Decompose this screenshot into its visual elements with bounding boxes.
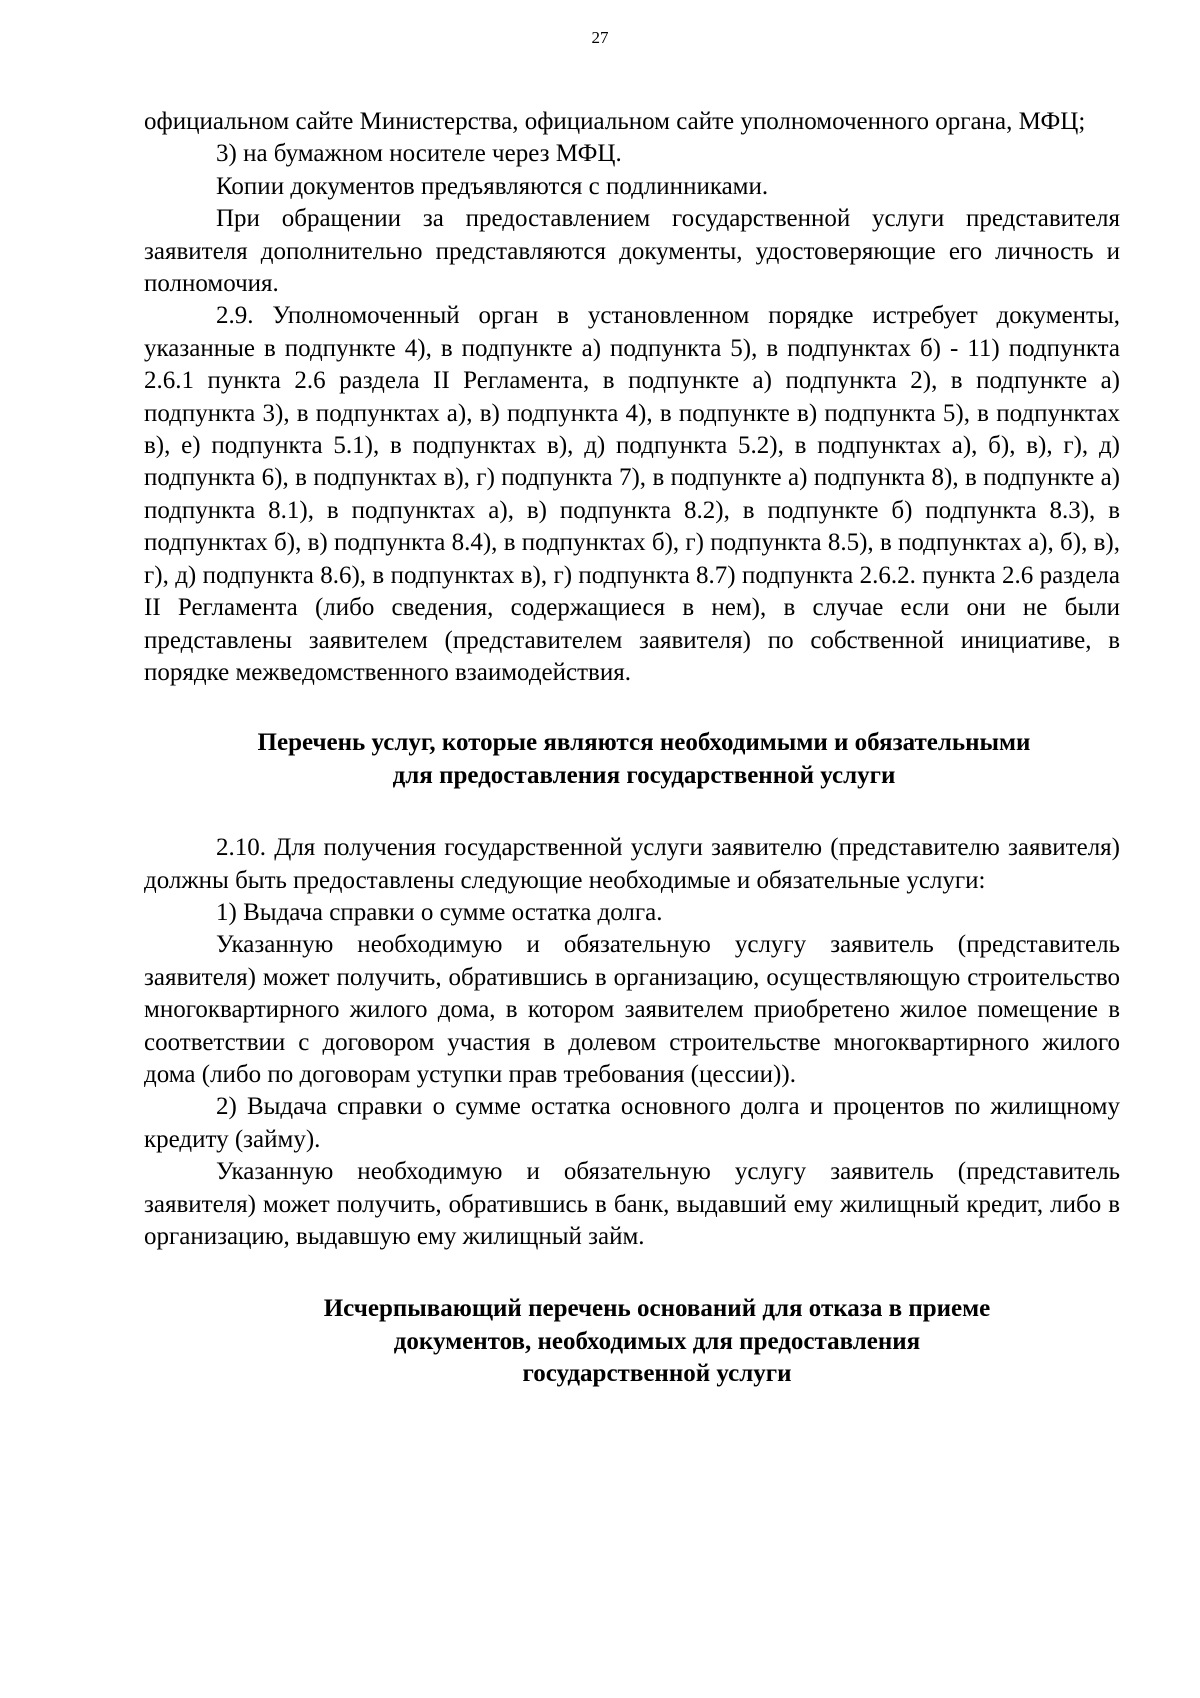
paragraph-item-1: 1) Выдача справки о сумме остатка долга.	[216, 898, 663, 926]
paragraph-copies: Копии документов предъявляются с подлинниками.	[216, 172, 769, 200]
heading-line: документов, необходимых для предоставления	[393, 1327, 921, 1355]
heading-line: для предоставления государственной услуги	[392, 761, 896, 789]
paragraph-item-1-detail: Указанную необходимую и обязательную услугу заявитель (представитель заявителя) может получить, обратившись в организацию, осуществляющую строительство многоквартирного жилого дома, в котором заявителем приобретено жилое помещение в соответствии с договором участия в долевом строительстве многоквартирного жилого дома (либо по договорам уступки прав требования (цессии)).	[144, 931, 1120, 1088]
paragraph-paper-mfc: 3) на бумажном носителе через МФЦ.	[216, 140, 622, 168]
paragraph-2-9: 2.9. Уполномоченный орган в установленном порядке истребует документы, указанные в подпункте 4), в подпункте а) подпункта 5), в подпунктах б) - 11) подпункта 2.6.1 пункта 2.6 раздела II Регламента, в подпункте а) подпункта 2), в подпункте а) подпункта 3), в подпунктах а), в) подпункта 4), в подпункте в) подпункта 5), в подпунктах в), е) подпункта 5.1), в подпунктах в), д) подпункта 5.2), в подпунктах а), б), в), г), д) подпункта 6), в подпунктах в), г) подпункта 7), в подпункте а) подпункта 8), в подпункте а) подпункта 8.1), в подпунктах а), в) подпункта 8.2), в подпункте б) подпункта 8.3), в подпунктах б), в) подпункта 8.4), в подпунктах б), г) подпункта 8.5), в подпунктах а), б), в), г), д) подпункта 8.6), в подпунктах в), г) подпункта 8.7) подпункта 2.6.2. пункта 2.6 раздела II Регламента (либо сведения, содержащиеся в нем), в случае если они не были представлены заявителем (представителем заявителя) по собственной инициативе, в порядке межведомственного взаимодействия.	[144, 302, 1120, 686]
paragraph-representative: При обращении за предоставлением государственной услуги представителя заявителя дополнительно представляются документы, удостоверяющие его личность и полномочия.	[144, 205, 1120, 298]
section-heading-required-services	[144, 727, 1120, 792]
paragraph-item-2-detail: Указанную необходимую и обязательную услугу заявитель (представитель заявителя) может получить, обратившись в банк, выдавший ему жилищный кредит, либо в организацию, выдавшую ему жилищный займ.	[144, 1158, 1120, 1250]
heading-line: Исчерпывающий перечень оснований для отказа в приеме	[323, 1295, 991, 1323]
heading-line: Перечень услуг, которые являются необходимыми и обязательными	[257, 729, 1031, 757]
page-number: 27	[591, 28, 609, 47]
heading-line: государственной услуги	[522, 1360, 792, 1388]
document-body	[144, 106, 1120, 1391]
paragraph-2-10: 2.10. Для получения государственной услуги заявителю (представителю заявителя) должны быть предоставлены следующие необходимые и обязательные услуги:	[144, 834, 1120, 894]
paragraph-site-continuation: официальном сайте Министерства, официальном сайте уполномоченного органа, МФЦ;	[144, 108, 1086, 135]
section-heading-refusal-grounds	[144, 1293, 1120, 1390]
paragraph-item-2: 2) Выдача справки о сумме остатка основного долга и процентов по жилищному кредиту (займу).	[144, 1093, 1120, 1153]
